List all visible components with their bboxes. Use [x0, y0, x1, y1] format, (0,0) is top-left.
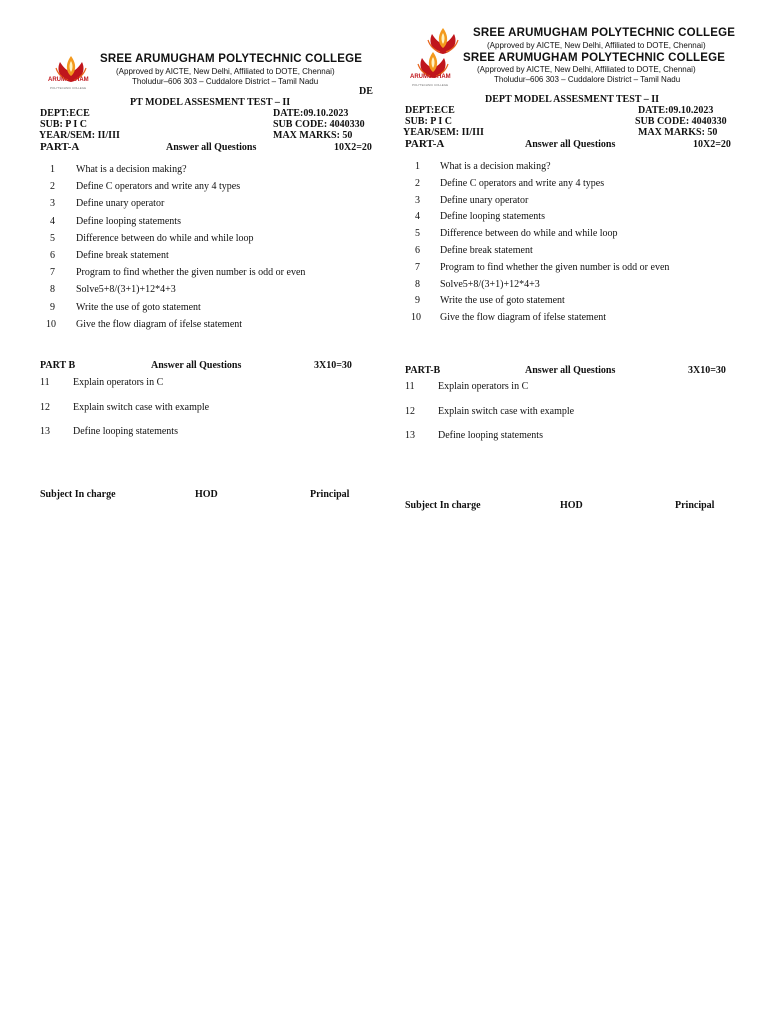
logo-text: ARUMUGHAM	[48, 77, 89, 83]
question-number: 12	[405, 405, 415, 417]
question-text: Define break statement	[76, 250, 169, 261]
question-number: 3	[50, 198, 55, 210]
approval-text: (Approved by AICTE, New Delhi, Affiliated to DOTE, Chennai)	[477, 65, 696, 74]
stray-text: DE	[359, 86, 373, 97]
part-a-marks: 10X2=20	[693, 139, 731, 150]
question-text: Define looping statements	[76, 215, 181, 227]
part-b-marks: 3X10=30	[688, 365, 726, 376]
part-b-label: PART B	[40, 360, 76, 371]
signature-hod: HOD	[560, 500, 583, 511]
question-number: 5	[415, 228, 420, 240]
question-number: 6	[415, 245, 420, 256]
date: DATE:09.10.2023	[638, 105, 714, 116]
year-sem: YEAR/SEM: II/III	[403, 127, 484, 138]
test-title: DEPT MODEL ASSESMENT TEST – II	[485, 94, 660, 105]
part-a-marks: 10X2=20	[334, 142, 372, 153]
college-name-top: SREE ARUMUGHAM POLYTECHNIC COLLEGE	[473, 27, 736, 39]
question-text: Explain operators in C	[73, 377, 164, 388]
college-name: SREE ARUMUGHAM POLYTECHNIC COLLEGE	[463, 52, 726, 64]
question-text: Define C operators and write any 4 types	[440, 177, 605, 189]
question-number: 1	[415, 161, 420, 172]
question-number: 13	[40, 426, 50, 437]
question-number: 11	[40, 377, 50, 388]
question-number: 9	[415, 295, 420, 307]
question-text: Give the flow diagram of ifelse statement	[440, 312, 607, 324]
approval-text: (Approved by AICTE, New Delhi, Affiliated to DOTE, Chennai)	[116, 67, 335, 76]
max-marks: MAX MARKS: 50	[273, 130, 353, 141]
question-number: 9	[50, 301, 55, 313]
college-logo-icon	[408, 48, 458, 86]
question-text: Explain switch case with example	[438, 405, 575, 417]
logo-text: ARUMUGHAM	[410, 74, 451, 80]
question-text: Give the flow diagram of ifelse statement	[76, 318, 243, 330]
signature-subject-incharge: Subject In charge	[405, 500, 481, 511]
subject: SUB: P I C	[40, 119, 87, 130]
question-number: 11	[405, 381, 415, 392]
question-number: 4	[415, 211, 420, 223]
question-text: Define looping statements	[440, 211, 545, 223]
part-a-instruction: Answer all Questions	[525, 139, 616, 150]
question-text: Difference between do while and while loop	[76, 232, 254, 244]
question-number: 1	[50, 164, 55, 175]
subject-code: SUB CODE: 4040330	[273, 119, 365, 130]
signature-principal: Principal	[675, 500, 715, 511]
year-sem: YEAR/SEM: II/III	[39, 130, 120, 141]
question-text: Explain switch case with example	[73, 401, 210, 413]
question-text: Define unary operator	[440, 194, 529, 206]
question-text: Solve5+8/(3+1)+12*4+3	[76, 284, 176, 296]
question-number: 7	[50, 267, 55, 279]
question-number: 10	[46, 318, 56, 330]
question-number: 12	[40, 401, 50, 413]
logo-small-text: POLYTECHNIC COLLEGE	[412, 83, 449, 87]
approval-text-top: (Approved by AICTE, New Delhi, Affiliated to DOTE, Chennai)	[487, 41, 706, 50]
question-number: 8	[50, 284, 55, 296]
question-number: 2	[415, 177, 420, 189]
question-number: 8	[415, 278, 420, 290]
question-text: Define C operators and write any 4 types	[76, 181, 241, 193]
question-text: Explain operators in C	[438, 381, 529, 392]
dept: DEPT:ECE	[40, 108, 90, 119]
date: DATE:09.10.2023	[273, 108, 349, 119]
part-b-instruction: Answer all Questions	[151, 360, 242, 371]
question-text: Write the use of goto statement	[440, 295, 565, 307]
question-number: 3	[415, 194, 420, 206]
question-number: 6	[50, 250, 55, 261]
question-text: Difference between do while and while loop	[440, 228, 618, 240]
dept: DEPT:ECE	[405, 105, 455, 116]
max-marks: MAX MARKS: 50	[638, 127, 718, 138]
college-name: SREE ARUMUGHAM POLYTECHNIC COLLEGE	[100, 53, 363, 65]
part-a-label: PART-A	[405, 138, 445, 150]
part-a-instruction: Answer all Questions	[166, 142, 257, 153]
question-text: What is a decision making?	[76, 164, 187, 175]
question-text: Program to find whether the given number is odd or even	[440, 261, 670, 273]
signature-subject-incharge: Subject In charge	[40, 489, 116, 500]
question-text: Write the use of goto statement	[76, 301, 201, 313]
part-a-label: PART-A	[40, 141, 80, 153]
question-text: Define break statement	[440, 245, 533, 256]
question-number: 4	[50, 215, 55, 227]
address-text: Tholudur–606 303 – Cuddalore District – Tamil Nadu	[494, 75, 681, 84]
subject-code: SUB CODE: 4040330	[635, 116, 727, 127]
signature-principal: Principal	[310, 489, 350, 500]
question-number: 10	[411, 312, 421, 324]
question-text: Define looping statements	[73, 426, 178, 437]
question-number: 7	[415, 261, 420, 273]
address-text: Tholudur–606 303 – Cuddalore District – Tamil Nadu	[132, 77, 319, 86]
question-number: 13	[405, 430, 415, 441]
college-logo-icon	[46, 52, 96, 90]
question-number: 5	[50, 232, 55, 244]
part-b-marks: 3X10=30	[314, 360, 352, 371]
question-text: Define looping statements	[438, 430, 543, 441]
signature-hod: HOD	[195, 489, 218, 500]
test-title: PT MODEL ASSESMENT TEST – II	[130, 97, 291, 108]
logo-small-text: POLYTECHNIC COLLEGE	[50, 86, 87, 90]
question-text: What is a decision making?	[440, 161, 551, 172]
part-b-label: PART-B	[405, 365, 441, 376]
question-text: Solve5+8/(3+1)+12*4+3	[440, 278, 540, 290]
question-text: Define unary operator	[76, 198, 165, 210]
part-b-instruction: Answer all Questions	[525, 365, 616, 376]
subject: SUB: P I C	[405, 116, 452, 127]
question-number: 2	[50, 181, 55, 193]
question-text: Program to find whether the given number is odd or even	[76, 267, 306, 279]
